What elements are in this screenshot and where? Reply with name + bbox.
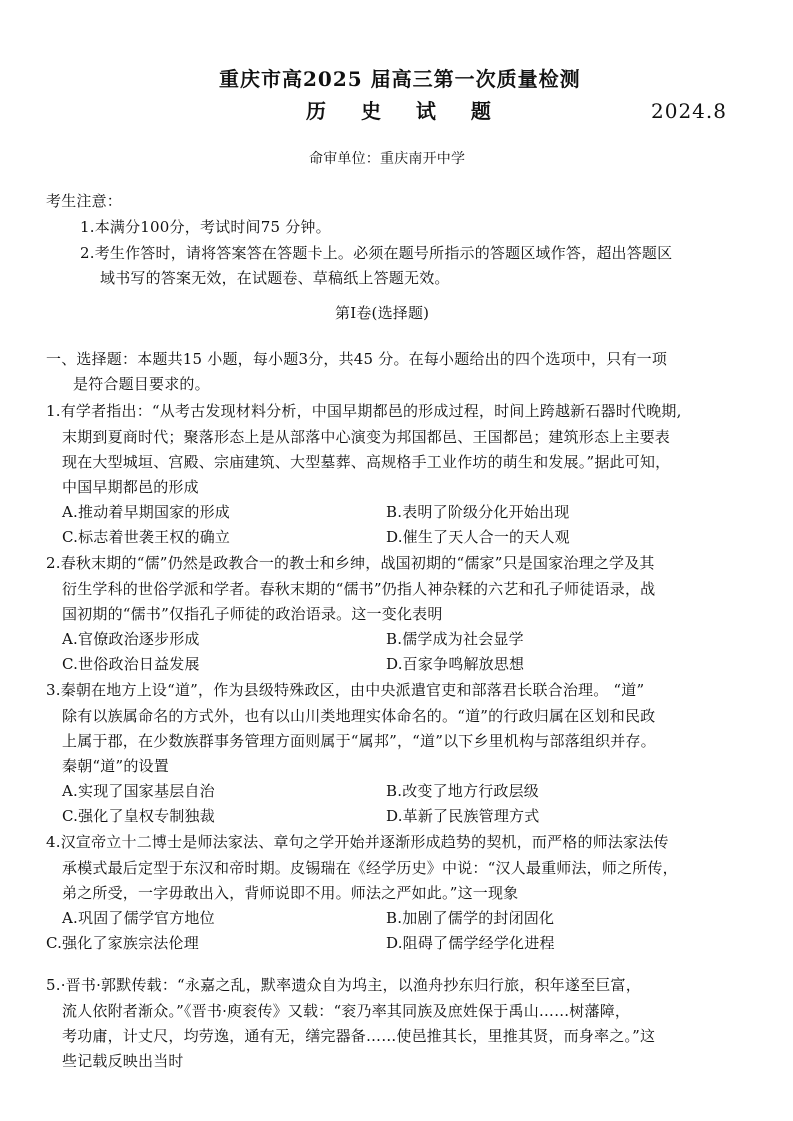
question-text: 2.春秋末期的“儒”仍然是政教合一的教士和乡绅，战国初期的“儒家”只是国家治理之学及其 <box>46 554 655 572</box>
option-c: C.世俗政治日益发展 <box>62 655 200 673</box>
notice-heading: 考生注意： <box>46 192 123 210</box>
option-a: A.实现了国家基层自治 <box>62 782 215 800</box>
option-a: A.推动着早期国家的形成 <box>62 503 231 521</box>
instructions-line-2: 是符合题目要求的。 <box>73 375 210 393</box>
exam-date: 2024.8 <box>651 99 727 123</box>
question-text: 衍生学科的世俗学派和学者。春秋末期的“儒书”仍指人神杂糅的六艺和孔子师徒语录，战 <box>62 580 656 598</box>
notice-item-2: 2.考生作答时，请将答案答在答题卡上。必须在题号所指示的答题区域作答，超出答题区 <box>80 244 673 262</box>
question-text: 秦朝“道”的设置 <box>62 757 169 775</box>
subject-title: 历 史 试 题 <box>306 99 505 123</box>
question-text: 5.·晋书·郭默传载：“永嘉之乱，默率遗众自为坞主，以渔舟抄东归行旅，积年遂至巨富， <box>46 976 641 994</box>
question-text: 上属于郡，在少数族群事务管理方面则属于“属邦”，“道”以下乡里机构与部落组织并存。 <box>62 732 656 750</box>
option-b: B.改变了地方行政层级 <box>386 782 539 800</box>
question-text: 弟之所受，一字毋敢出入，背师说即不用。师法之严如此。”这一现象 <box>62 884 519 902</box>
question-text: 考功庸，计丈尺，均劳逸，通有无，缮完器备……使邑推其长，里推其贤，而身率之。”这 <box>62 1027 656 1045</box>
instructions-line-1: 一、选择题：本题共15 小题，每小题3分，共45 分。在每小题给出的四个选项中，只有一项 <box>46 350 668 368</box>
question-text: 4.汉宣帝立十二博士是师法家法、章句之学开始并逐渐形成趋势的契机，而严格的师法家法传 <box>46 833 669 851</box>
option-d: D.百家争鸣解放思想 <box>386 655 525 673</box>
section-title: 第Ⅰ卷(选择题) <box>335 304 430 322</box>
notice-item-2-continued: 域书写的答案无效，在试题卷、草稿纸上答题无效。 <box>100 269 450 287</box>
question-text: 中国早期都邑的形成 <box>62 478 199 496</box>
option-a: A.官僚政治逐步形成 <box>62 630 200 648</box>
notice-item-1: 1.本满分100分，考试时间75 分钟。 <box>80 218 331 236</box>
option-a: A.巩固了儒学官方地位 <box>62 909 215 927</box>
option-d: D.革新了民族管理方式 <box>386 807 540 825</box>
option-b: B.加剧了儒学的封闭固化 <box>386 909 555 927</box>
question-text: 3.秦朝在地方上设“道”，作为县级特殊政区，由中央派遣官吏和部落君长联合治理。 “道” <box>46 681 645 699</box>
question-text: 现在大型城垣、宫殿、宗庙建筑、大型墓葬、高规格手工业作坊的萌生和发展。”据此可知， <box>62 453 671 471</box>
question-text: 些记载反映出当时 <box>62 1052 184 1070</box>
option-c: C.强化了家族宗法伦理 <box>46 934 199 952</box>
question-text: 承模式最后定型于东汉和帝时期。皮锡瑞在《经学历史》中说：“汉人最重师法，师之所传， <box>62 859 678 877</box>
question-text: 除有以族属命名的方式外，也有以山川类地理实体命名的。“道”的行政归属在区划和民政 <box>62 707 656 725</box>
exam-unit: 命审单位：重庆南开中学 <box>309 151 466 167</box>
option-b: B.儒学成为社会显学 <box>386 630 524 648</box>
exam-title: 重庆市高2025 届高三第一次质量检测 <box>219 67 581 91</box>
question-text: 流人依附者渐众。”《晋书·庾衮传》又载：“衮乃率其同族及庶姓保于禹山……树藩障， <box>62 1002 631 1020</box>
option-c: C.强化了皇权专制独裁 <box>62 807 215 825</box>
option-b: B.表明了阶级分化开始出现 <box>386 503 570 521</box>
option-d: D.催生了天人合一的天人观 <box>386 528 570 546</box>
option-d: D.阻碍了儒学经学化进程 <box>386 934 555 952</box>
question-text: 国初期的“儒书”仅指孔子师徒的政治语录。这一变化表明 <box>62 605 443 623</box>
option-c: C.标志着世袭王权的确立 <box>62 528 231 546</box>
question-text: 末期到夏商时代；聚落形态上是从部落中心演变为邦国都邑、王国都邑；建筑形态上主要表 <box>62 428 671 446</box>
question-text: 1.有学者指出：“从考古发现材料分析，中国早期都邑的形成过程，时间上跨越新石器时代晚期, <box>46 402 682 420</box>
